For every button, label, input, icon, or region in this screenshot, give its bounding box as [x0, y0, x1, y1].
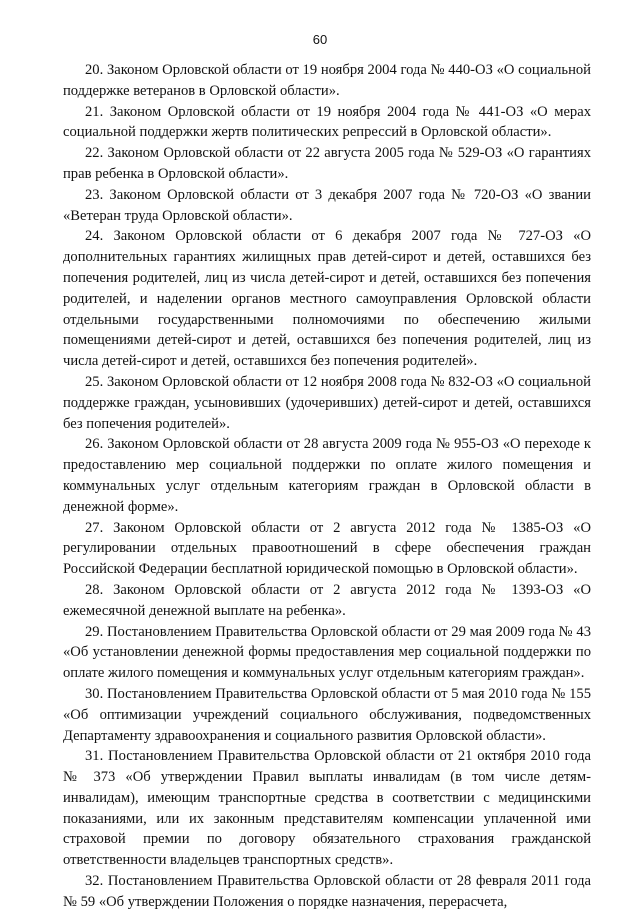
list-item-26: 26. Законом Орловской области от 28 августа 2009 года № 955-ОЗ «О переходе к предоставлению мер социальной поддержки по оплате жилого помещения и коммунальных услуг отдельным категориям граждан в Орловской области в денежной форме». — [63, 436, 591, 515]
list-item-27: 27. Законом Орловской области от 2 августа 2012 года № 1385-ОЗ «О регулировании отдельных правоотношений в сфере обеспечения граждан Российской Федерации бесплатной юридической помощью в Орловской области». — [63, 519, 591, 578]
list-item-21: 21. Законом Орловской области от 19 ноября 2004 года № 441-ОЗ «О мерах социальной поддержки жертв политических репрессий в Орловской области». — [63, 103, 591, 141]
list-item-22: 22. Законом Орловской области от 22 августа 2005 года № 529-ОЗ «О гарантиях прав ребенка в Орловской области». — [63, 145, 591, 182]
list-item-28: 28. Законом Орловской области от 2 августа 2012 года № 1393-ОЗ «О ежемесячной денежной выплате на ребенка». — [63, 581, 591, 619]
list-item-32: 32. Постановлением Правительства Орловской области от 28 февраля 2011 года № 59 «Об утверждении Положения о порядке назначения, перерасчета, — [63, 873, 591, 910]
page-number: 60 — [312, 32, 328, 47]
list-item-30: 30. Постановлением Правительства Орловской области от 5 мая 2010 года № 155 «Об оптимизации учреждений социального обслуживания, подведомственных Департаменту здравоохранения и социального развития Орловской области». — [63, 685, 591, 744]
document-body — [63, 60, 591, 913]
list-item-20: 20. Законом Орловской области от 19 ноября 2004 года № 440-ОЗ «О социальной поддержке ветеранов в Орловской области». — [63, 62, 591, 99]
list-item-31: 31. Постановлением Правительства Орловской области от 21 октября 2010 года № 373 «Об утверждении Правил выплаты инвалидам (в том числе детям-инвалидам), имеющим транспортные средства в соответствии с медицинскими показаниями, или их законным представителям компенсации уплаченной ими страховой премии по договору обязательного страхования гражданской ответственности владельцев транспортных средств». — [63, 748, 591, 869]
list-item-23: 23. Законом Орловской области от 3 декабря 2007 года № 720-ОЗ «О звании «Ветеран труда Орловской области». — [63, 186, 591, 224]
list-item-25: 25. Законом Орловской области от 12 ноября 2008 года № 832-ОЗ «О социальной поддержке граждан, усыновивших (удочеривших) детей-сирот и детей, оставшихся без попечения родителей». — [63, 373, 591, 432]
list-item-29: 29. Постановлением Правительства Орловской области от 29 мая 2009 года № 43 «Об установлении денежной формы предоставления мер социальной поддержки по оплате жилого помещения и коммунальных услуг отдельным категориям граждан». — [63, 623, 591, 682]
list-item-24: 24. Законом Орловской области от 6 декабря 2007 года № 727-ОЗ «О дополнительных гарантиях жилищных прав детей-сирот и детей, оставшихся без попечения родителей, лиц из числа детей-сирот и детей, оставшихся без попечения родителей, и наделении органов местного самоуправления Орловской области отдельными государственными полномочиями по обеспечению жилыми помещениями детей-сирот и детей, оставшихся без попечения родителей, лиц из числа детей-сирот и детей, оставшихся без попечения родителей». — [63, 228, 591, 370]
